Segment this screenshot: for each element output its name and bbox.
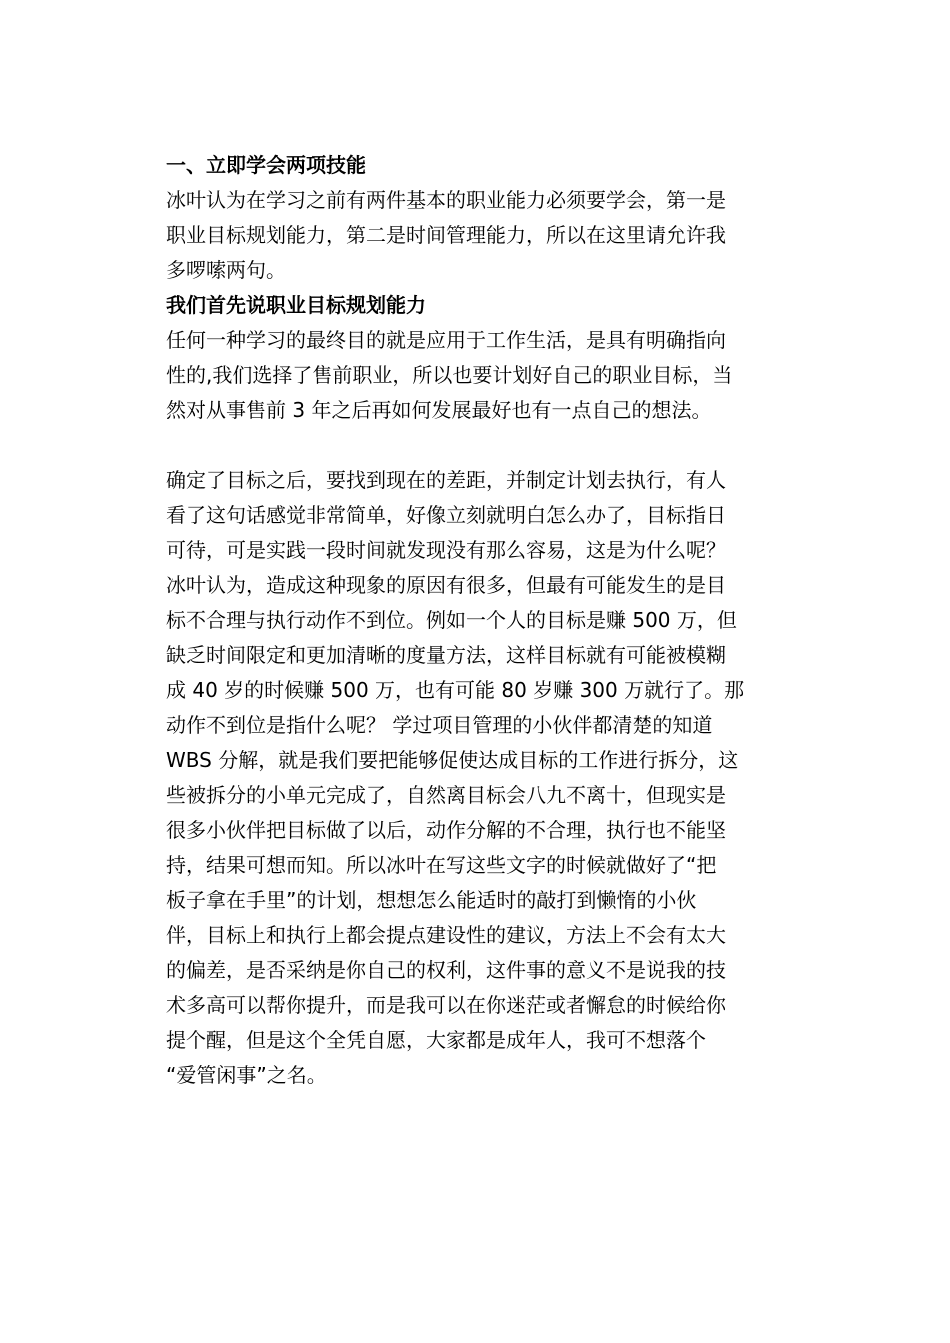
text-line: 标不合理与执行动作不到位。例如一个人的目标是赚 500 万，但 bbox=[166, 608, 737, 632]
text-line: 持，结果可想而知。所以冰叶在写这些文字的时候就做好了“把 bbox=[166, 853, 717, 877]
text-line: 任何一种学习的最终目的就是应用于工作生活，是具有明确指向 bbox=[166, 328, 726, 352]
text-line: “爱管闲事”之名。 bbox=[166, 1063, 327, 1087]
paragraph-execution bbox=[166, 463, 806, 1093]
text-line: 术多高可以帮你提升，而是我可以在你迷茫或者懈怠的时候给你 bbox=[166, 993, 726, 1017]
paragraph-career-goal bbox=[166, 323, 806, 428]
text-line: 性的,我们选择了售前职业，所以也要计划好自己的职业目标，当 bbox=[166, 363, 733, 387]
text-line: 很多小伙伴把目标做了以后，动作分解的不合理，执行也不能坚 bbox=[166, 818, 726, 842]
text-line: 冰叶认为，造成这种现象的原因有很多，但最有可能发生的是目 bbox=[166, 573, 726, 597]
text-line: 成 40 岁的时候赚 500 万，也有可能 80 岁赚 300 万就行了。那 bbox=[166, 678, 745, 702]
text-line: 些被拆分的小单元完成了，自然离目标会八九不离十，但现实是 bbox=[166, 783, 726, 807]
text-line: 职业目标规划能力，第二是时间管理能力，所以在这里请允许我 bbox=[166, 223, 726, 247]
text-line: 动作不到位是指什么呢？ 学过项目管理的小伙伴都清楚的知道 bbox=[166, 713, 713, 737]
text-line: 冰叶认为在学习之前有两件基本的职业能力必须要学会，第一是 bbox=[166, 188, 726, 212]
section-heading-career-planning: 我们首先说职业目标规划能力 bbox=[166, 293, 426, 317]
text-line: WBS 分解，就是我们要把能够促使达成目标的工作进行拆分，这 bbox=[166, 748, 739, 772]
text-line: 确定了目标之后，要找到现在的差距，并制定计划去执行，有人 bbox=[166, 468, 726, 492]
text-line: 然对从事售前 3 年之后再如何发展最好也有一点自己的想法。 bbox=[166, 398, 712, 422]
text-line: 提个醒，但是这个全凭自愿，大家都是成年人，我可不想落个 bbox=[166, 1028, 706, 1052]
text-line: 可待，可是实践一段时间就发现没有那么容易，这是为什么呢？ bbox=[166, 538, 726, 562]
text-line: 看了这句话感觉非常简单，好像立刻就明白怎么办了，目标指日 bbox=[166, 503, 726, 527]
document-page bbox=[166, 148, 806, 1093]
text-line: 伴，目标上和执行上都会提点建设性的建议，方法上不会有太大 bbox=[166, 923, 726, 947]
section-heading-skills: 一、立即学会两项技能 bbox=[166, 153, 366, 177]
text-line: 缺乏时间限定和更加清晰的度量方法，这样目标就有可能被模糊 bbox=[166, 643, 726, 667]
paragraph-intro bbox=[166, 183, 806, 288]
text-line: 的偏差，是否采纳是你自己的权利，这件事的意义不是说我的技 bbox=[166, 958, 726, 982]
text-line: 板子拿在手里”的计划，想想怎么能适时的敲打到懒惰的小伙 bbox=[166, 888, 697, 912]
paragraph-spacer bbox=[166, 428, 806, 463]
text-line: 多啰嗦两句。 bbox=[166, 258, 286, 282]
